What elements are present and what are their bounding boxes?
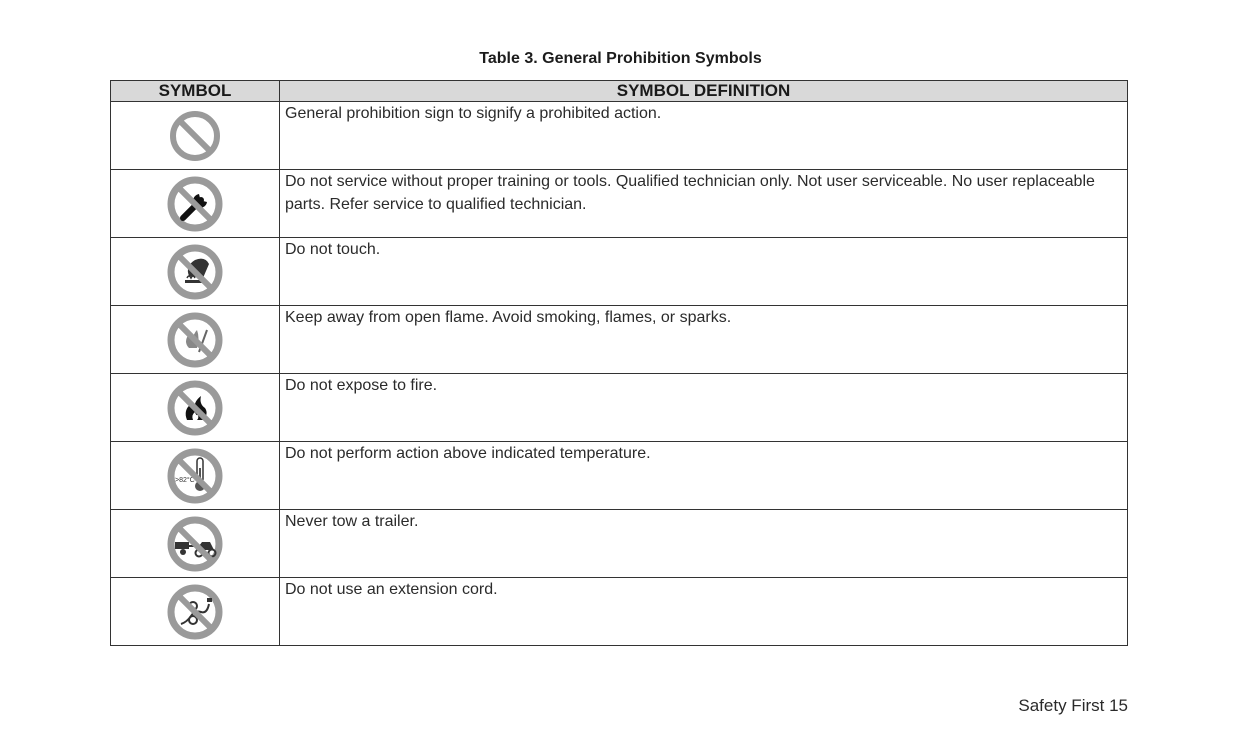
no-open-flame-icon	[163, 308, 227, 372]
prohibition-symbols-table	[110, 80, 1128, 646]
table-header-row	[111, 81, 1128, 102]
symbol-cell	[111, 442, 280, 510]
table-row	[111, 510, 1128, 578]
table-title: Table 3. General Prohibition Symbols	[479, 50, 762, 67]
definition-cell: General prohibition sign to signify a prohibited action.	[280, 102, 1128, 170]
definition-cell: Keep away from open flame. Avoid smoking, flames, or sparks.	[280, 306, 1128, 374]
definition-cell: Do not service without proper training or tools. Qualified technician only. Not user serviceable. No user replaceable parts. Refer service to qualified technician.	[280, 170, 1128, 238]
table-row	[111, 238, 1128, 306]
symbol-cell	[111, 374, 280, 442]
do-not-touch-icon	[163, 240, 227, 304]
definition-cell: Do not use an extension cord.	[280, 578, 1128, 646]
temperature-label: >82°C	[175, 476, 195, 484]
table-row	[111, 102, 1128, 170]
symbol-cell	[111, 306, 280, 374]
no-towing-trailer-icon	[163, 512, 227, 576]
table-row	[111, 442, 1128, 510]
symbol-cell	[111, 510, 280, 578]
symbol-cell	[111, 170, 280, 238]
definition-cell: Do not touch.	[280, 238, 1128, 306]
symbol-cell	[111, 238, 280, 306]
symbol-cell	[111, 578, 280, 646]
header-symbol-definition: SYMBOL DEFINITION	[280, 81, 1128, 102]
header-symbol: SYMBOL	[111, 81, 280, 102]
table-row	[111, 578, 1128, 646]
no-fire-icon	[163, 376, 227, 440]
no-extension-cord-icon	[163, 580, 227, 644]
table-row	[111, 170, 1128, 238]
table-row	[111, 374, 1128, 442]
definition-cell: Do not perform action above indicated temperature.	[280, 442, 1128, 510]
temperature-limit-icon	[163, 444, 227, 508]
no-service-wrench-icon	[163, 172, 227, 236]
symbol-cell	[111, 102, 280, 170]
page-footer: Safety First 15	[1018, 696, 1128, 715]
definition-cell: Do not expose to fire.	[280, 374, 1128, 442]
table-row	[111, 306, 1128, 374]
general-prohibition-icon	[163, 104, 227, 168]
definition-cell: Never tow a trailer.	[280, 510, 1128, 578]
